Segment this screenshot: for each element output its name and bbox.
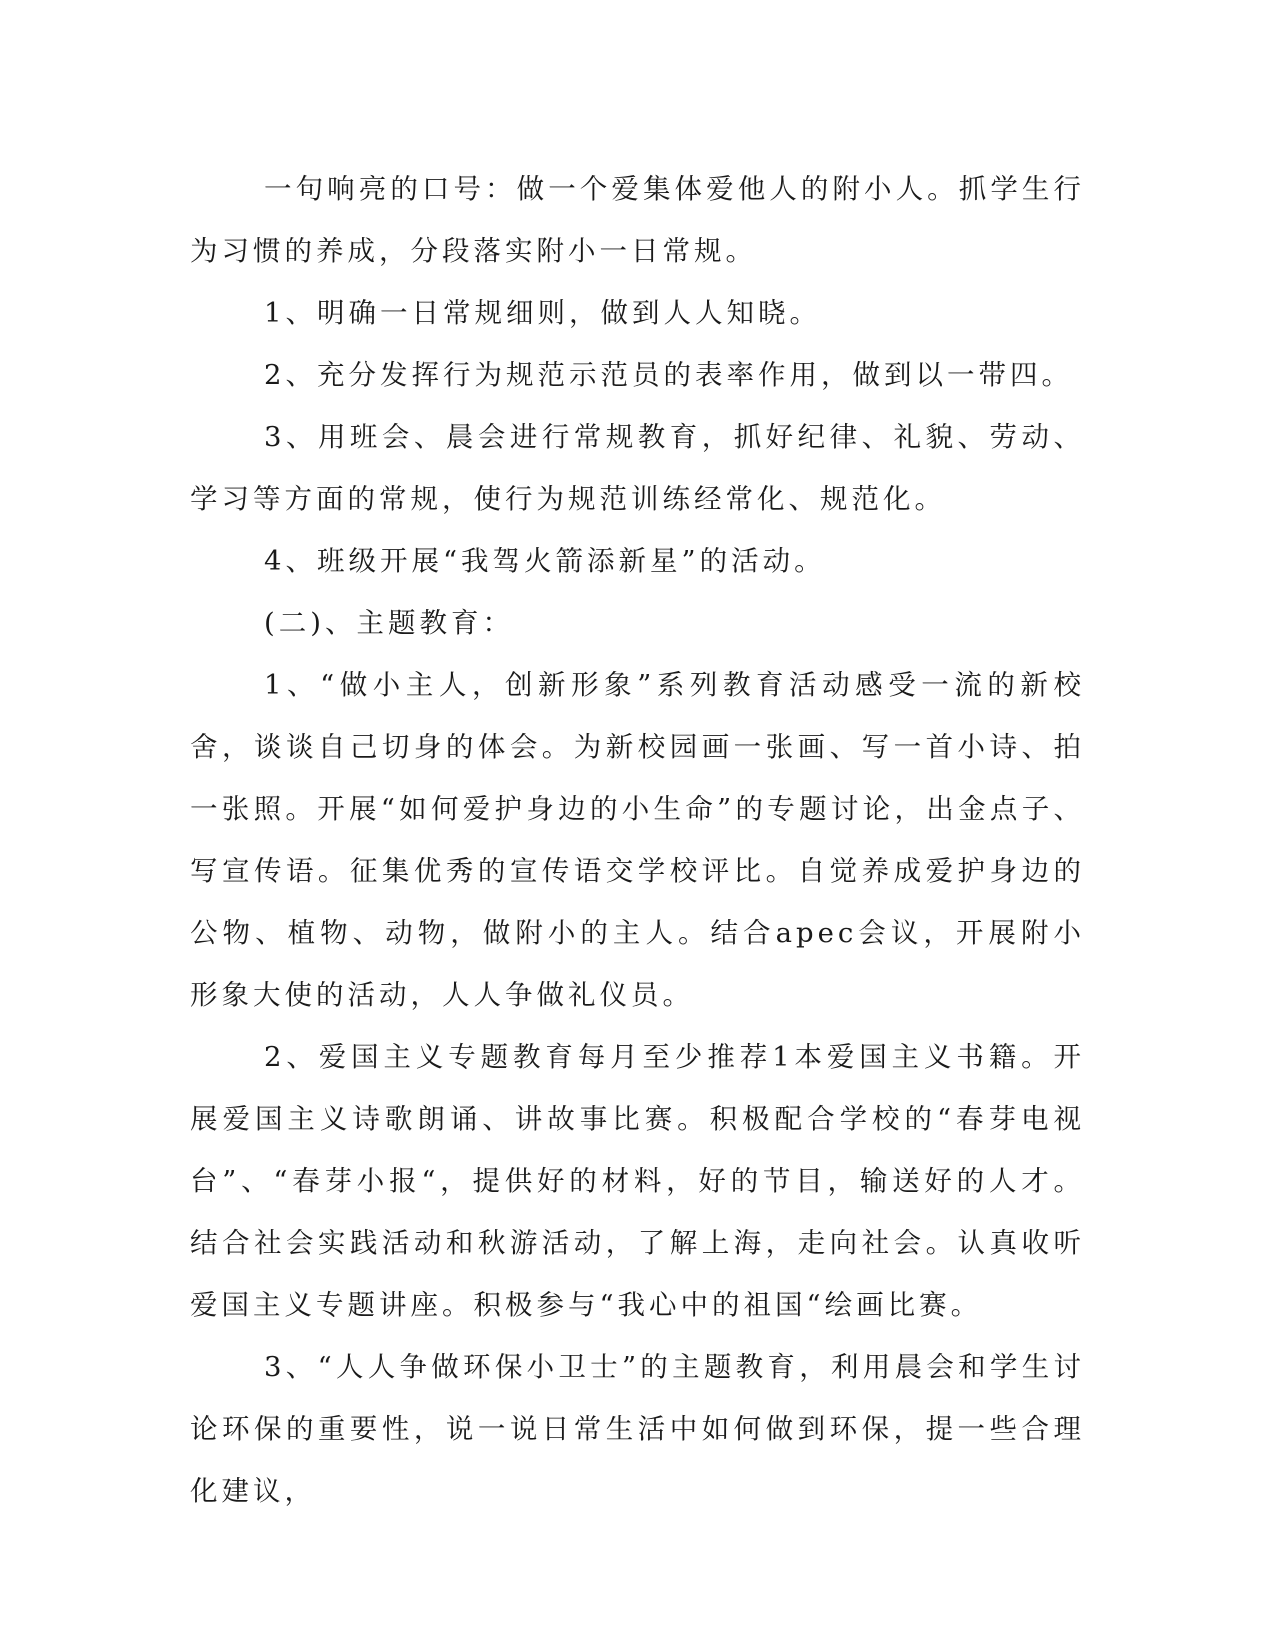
paragraph-item-3: 3、用班会、晨会进行常规教育，抓好纪律、礼貌、劳动、学习等方面的常规，使行为规范训练经常化、规范化。 <box>190 421 1085 515</box>
paragraph-theme-1: 1、“做小主人，创新形象”系列教育活动感受一流的新校舍，谈谈自己切身的体会。为新校园画一张画、写一首小诗、拍一张照。开展“如何爱护身边的小生命”的专题讨论，出金点子、写宣传语。征集优秀的宣传语交学校评比。自觉养成爱护身边的公物、植物、动物，做附小的主人。结合apec会议，开展附小形象大使的活动，人人争做礼仪员。 <box>190 669 1085 1011</box>
document-body <box>190 158 1085 1522</box>
paragraph-item-1: 1、明确一日常规细则，做到人人知晓。 <box>264 297 821 329</box>
paragraph-slogan: 一句响亮的口号：做一个爱集体爱他人的附小人。抓学生行为习惯的养成，分段落实附小一日常规。 <box>190 173 1085 267</box>
paragraph-item-4: 4、班级开展“我驾火箭添新星”的活动。 <box>264 545 826 577</box>
paragraph-item-2: 2、充分发挥行为规范示范员的表率作用，做到以一带四。 <box>264 359 1073 391</box>
section-heading-theme-education: (二)、主题教育： <box>264 607 514 639</box>
paragraph-theme-3: 3、“人人争做环保小卫士”的主题教育，利用晨会和学生讨论环保的重要性，说一说日常生活中如何做到环保，提一些合理化建议， <box>190 1351 1085 1507</box>
paragraph-theme-2: 2、爱国主义专题教育每月至少推荐1本爱国主义书籍。开展爱国主义诗歌朗诵、讲故事比赛。积极配合学校的“春芽电视台”、“春芽小报“，提供好的材料，好的节目，输送好的人才。结合社会实践活动和秋游活动，了解上海，走向社会。认真收听爱国主义专题讲座。积极参与“我心中的祖国“绘画比赛。 <box>190 1041 1085 1321</box>
